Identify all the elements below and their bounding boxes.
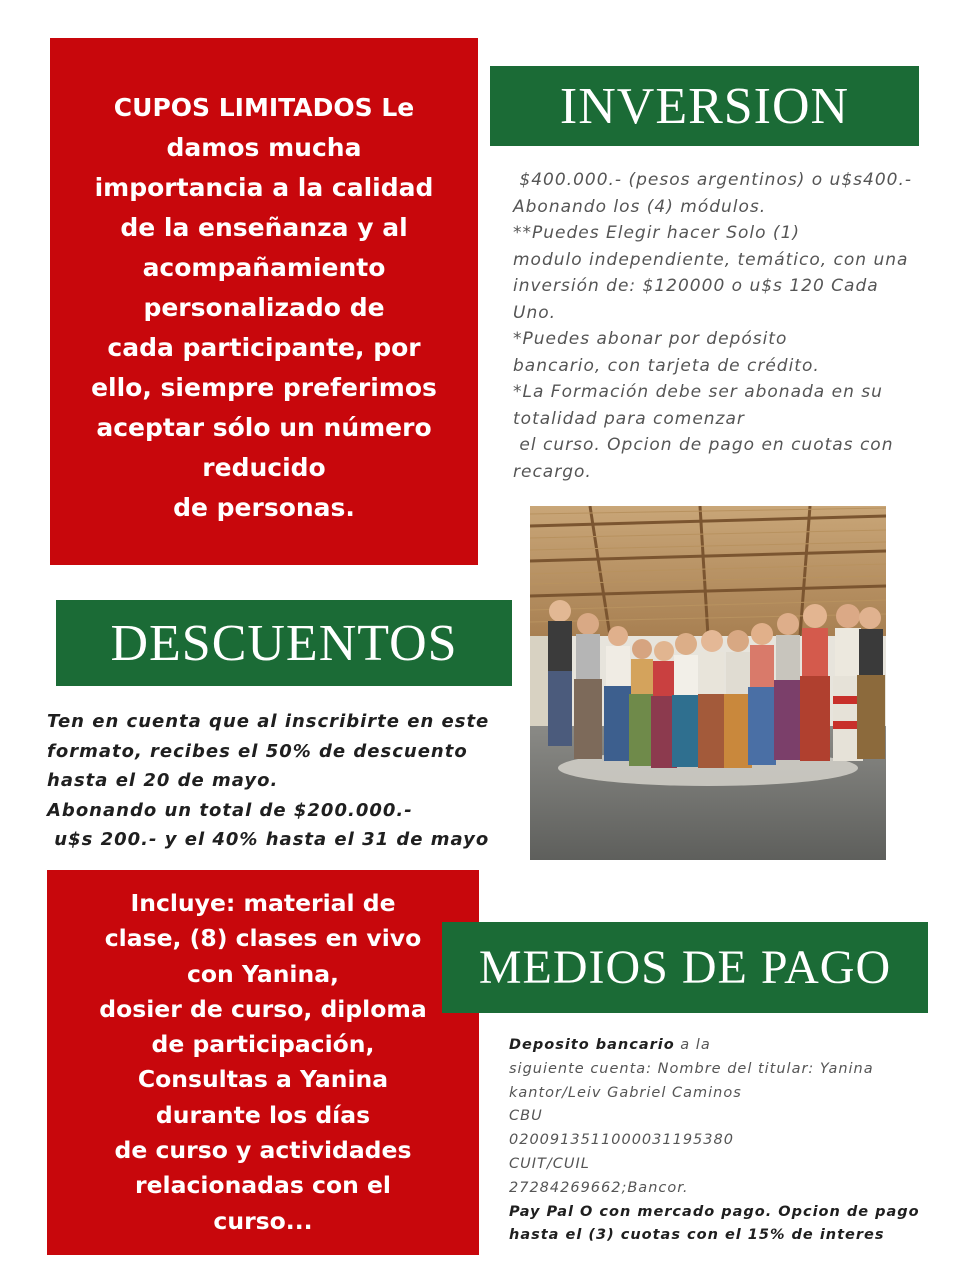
- descuentos-line: Ten en cuenta que al inscribirte en este: [47, 711, 490, 732]
- cupos-limitados-box: [50, 38, 478, 565]
- inversion-line: bancario, con tarjeta de crédito.: [513, 355, 820, 376]
- deposito-bancario-label: Deposito bancario: [509, 1037, 675, 1053]
- inversion-line: $400.000.- (pesos argentinos) o u$s400.-: [513, 170, 912, 190]
- inversion-heading: [490, 66, 919, 146]
- incluye-line: de curso y actividades: [114, 1136, 412, 1165]
- descuentos-heading-text: DESCUENTOS: [110, 614, 458, 672]
- medios-bold-line: hasta el (3) cuotas con el 15% de interes: [509, 1227, 885, 1244]
- descuentos-line: u$s 200.- y el 40% hasta el 31 de mayo: [47, 829, 490, 850]
- cupos-line: cada participante, por: [107, 333, 421, 362]
- inversion-line: **Puedes Elegir hacer Solo (1): [513, 223, 801, 243]
- incluye-line: relacionadas con el: [135, 1171, 391, 1200]
- cupos-line: de personas.: [173, 493, 355, 522]
- medios-line: CBU: [509, 1108, 543, 1125]
- medios-first-line: [509, 1034, 939, 1058]
- medios-line: kantor/Leiv Gabriel Caminos: [509, 1084, 742, 1101]
- medios-line: CUIT/CUIL: [509, 1155, 590, 1172]
- cupos-line: aceptar sólo un número: [96, 413, 432, 442]
- descuentos-line: Abonando un total de $200.000.-: [47, 799, 413, 821]
- incluye-line: durante los días: [155, 1100, 371, 1129]
- medios-line: 27284269662;Bancor.: [509, 1179, 689, 1196]
- cupos-line: damos mucha: [166, 133, 362, 162]
- inversion-line: totalidad para comenzar: [513, 408, 745, 429]
- medios-de-pago-heading: [442, 922, 928, 1013]
- group-photo: [530, 506, 886, 860]
- medios-heading-text: MEDIOS DE PAGO: [478, 941, 892, 994]
- incluye-line: Incluye: material de: [130, 889, 396, 917]
- descuentos-heading: [56, 600, 512, 686]
- incluye-line: con Yanina,: [186, 959, 339, 988]
- incluye-line: clase, (8) clases en vivo: [104, 924, 422, 953]
- medios-line: 0200913511000031195380: [509, 1132, 734, 1149]
- cupos-line: ello, siempre preferimos: [91, 373, 437, 402]
- cupos-line: de la enseñanza y al: [120, 213, 408, 242]
- inversion-line: Abonando los (4) módulos.: [513, 196, 767, 217]
- cupos-line: CUPOS LIMITADOS Le: [113, 93, 415, 122]
- inversion-line: *La Formación debe ser abonada en su: [513, 382, 883, 402]
- inversion-line: *Puedes abonar por depósito: [513, 329, 788, 349]
- cupos-line: personalizado de: [143, 293, 385, 322]
- inversion-line: inversión de: $120000 o u$s 120 Cada: [513, 276, 879, 296]
- inversion-line: recargo.: [513, 461, 592, 482]
- incluye-line: dosier de curso, diploma: [99, 994, 427, 1023]
- inversion-body: [513, 167, 933, 485]
- cupos-line: reducido: [202, 453, 326, 482]
- incluye-line: curso...: [213, 1206, 313, 1235]
- inversion-line: el curso. Opcion de pago en cuotas con: [513, 435, 894, 455]
- medios-bold-line: Pay Pal O con mercado pago. Opcion de pago: [509, 1203, 920, 1220]
- medios-body: [509, 1034, 939, 1248]
- inversion-heading-text: INVERSION: [559, 77, 850, 135]
- deposito-rest: a la: [674, 1037, 711, 1053]
- descuentos-line: formato, recibes el 50% de descuento: [47, 740, 468, 762]
- cupos-line: acompañamiento: [142, 253, 386, 282]
- inversion-line: modulo independiente, temático, con una: [513, 249, 909, 270]
- descuentos-body: [47, 707, 517, 855]
- incluye-line: de participación,: [151, 1030, 375, 1059]
- medios-line: siguiente cuenta: Nombre del titular: Yanina: [509, 1060, 874, 1077]
- cupos-line: importancia a la calidad: [94, 173, 434, 202]
- inversion-line: Uno.: [513, 302, 557, 323]
- incluye-box: [47, 870, 479, 1255]
- incluye-line: Consultas a Yanina: [137, 1065, 389, 1094]
- descuentos-line: hasta el 20 de mayo.: [47, 770, 279, 791]
